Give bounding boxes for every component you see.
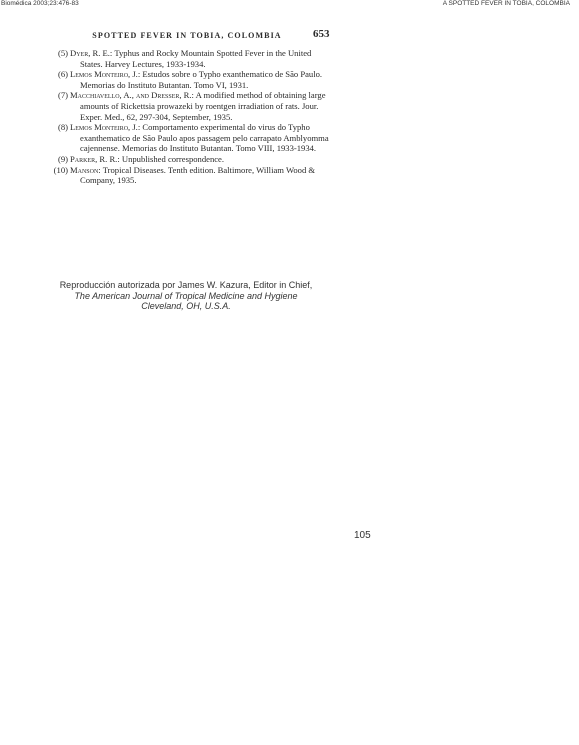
reference-text: Estudos sobre o Typho exanthematico de São Paulo. — [142, 69, 323, 80]
reference-author: Dyer, R. E.: — [70, 48, 113, 58]
reference-text: exanthematico de São Paulo apos passagem pelo carrapato Amblyomma — [80, 132, 329, 143]
reference-number: (9) — [57, 153, 68, 164]
reference-text: States. Harvey Lectures, 1933-1934. — [80, 58, 206, 69]
reference-author: Macchiavello, A., and Dresser, R.: — [70, 90, 194, 101]
reference-item — [32, 48, 332, 69]
reference-list — [32, 48, 332, 186]
reference-item — [32, 154, 332, 165]
reference-text: Tropical Diseases. Tenth edition. Baltimore, William Wood & — [102, 164, 316, 175]
reference-text: Exper. Med., 62, 297-304, September, 1935. — [80, 111, 233, 122]
credit-line: Reproducción autorizada por James W. Kazura, Editor in Chief, — [59, 280, 313, 290]
running-title: SPOTTED FEVER IN TOBIA, COLOMBIA — [92, 31, 282, 40]
reference-item — [32, 69, 332, 90]
page-stamp: 105 — [354, 530, 371, 541]
reference-author: Manson: — [70, 164, 101, 175]
reference-number: (8) — [57, 122, 68, 133]
reference-item — [32, 122, 332, 154]
credit-location: Cleveland, OH, U.S.A. — [141, 301, 231, 311]
credit-journal: The American Journal of Tropical Medicine and Hygiene — [74, 290, 298, 301]
article-reference: A SPOTTED FEVER IN TOBIA, COLOMBIA — [442, 0, 570, 7]
reference-number: (10) — [53, 164, 68, 175]
reference-text: cajennense. Memorias do Instituto Butantan. Tomo VIII, 1933-1934. — [80, 143, 317, 154]
reference-text: Memorias do Instituto Butantan. Tomo VI, 1931. — [80, 79, 249, 90]
reference-author: Lemos Monteiro, J.: — [70, 69, 141, 80]
page-number: 653 — [313, 28, 330, 40]
reproduction-credit — [0, 280, 372, 312]
reference-text: Unpublished correspondence. — [121, 153, 225, 164]
reference-text: Typhus and Rocky Mountain Spotted Fever in the United — [114, 48, 312, 58]
reference-item — [32, 90, 332, 122]
reference-number: (7) — [57, 90, 68, 101]
reference-text: Company, 1935. — [80, 175, 137, 186]
reference-text: Comportamento experimental do virus do Typho — [142, 122, 310, 133]
reference-number: (6) — [57, 69, 68, 80]
reference-number: (5) — [57, 48, 68, 58]
reference-author: Parker, R. R.: — [70, 153, 120, 164]
journal-reference: Biomédica 2003;23:476-83 — [1, 0, 79, 7]
reference-text: A modified method of obtaining large — [195, 90, 326, 101]
reference-text: amounts of Rickettsia prowazeki by roentgen irradiation of rats. Jour. — [80, 100, 319, 111]
reference-author: Lemos Monteiro, J.: — [70, 122, 141, 133]
reference-item — [32, 165, 332, 186]
